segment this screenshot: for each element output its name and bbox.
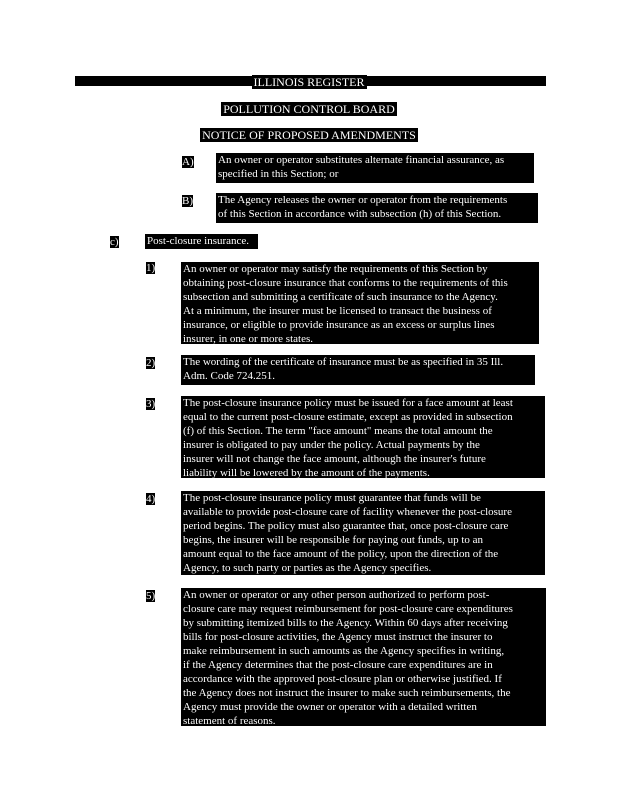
item-b-text: The Agency releases the owner or operator from the requirements of this Section in accordance with subsection (h) of this Section.	[216, 193, 538, 223]
item-a-text: An owner or operator substitutes alternate financial assurance, as specified in this Section; or	[216, 153, 534, 183]
notice-title: NOTICE OF PROPOSED AMENDMENTS	[202, 128, 416, 142]
para-2-label: 2)	[146, 357, 156, 369]
para-1-text: An owner or operator may satisfy the requirements of this Section by obtaining post-closure insurance that conforms to the requirements of this subsection and submitting a certificate of such insurance to the Agency. At a minimum, the insurer must be licensed to transact the business of insurance, or eligible to provide insurance as an excess or surplus lines insurer, in one or more states.	[181, 262, 539, 344]
section-c-title: Post-closure insurance.	[145, 234, 258, 249]
item-a-label: A)	[182, 156, 194, 168]
para-4-label: 4)	[146, 493, 156, 505]
para-3-text: The post-closure insurance policy must be issued for a face amount at least equal to the current post-closure estimate, except as provided in subsection (f) of this Section. The term "face amount" means the total amount the insurer is obligated to pay under the policy. Actual payments by the insurer will not change the face amount, although the insurer's future liability will be lowered by the amount of the payments.	[181, 396, 545, 478]
para-2-text: The wording of the certificate of insurance must be as specified in 35 Ill. Adm. Code 724.251.	[181, 355, 535, 385]
para-4-text: The post-closure insurance policy must guarantee that funds will be available to provide post-closure care of facility whenever the post-closure period begins. The policy must also guarantee that, once post-closure care begins, the insurer will be responsible for paying out funds, up to an amount equal to the face amount of the policy, upon the direction of the Agency, to such party or parties as the Agency specifies.	[181, 491, 545, 575]
item-b-label: B)	[182, 195, 193, 207]
register-title: ILLINOIS REGISTER	[253, 75, 365, 89]
para-5-text: An owner or operator or any other person authorized to perform post- closure care may request reimbursement for post-closure care expenditures by submitting itemized bills to the Agency. Within 60 days after receiving bills for post-closure activities, the Agency must instruct the insurer to make reimbursement in such amounts as the Agency specifies in writing, if the Agency determines that the post-closure care expenditures are in accordance with the approved post-closure plan or otherwise justified. If the Agency does not instruct the insurer to make such reimbursements, the Agency must provide the owner or operator with a detailed written statement of reasons.	[181, 588, 546, 726]
board-title: POLLUTION CONTROL BOARD	[223, 102, 395, 116]
para-5-label: 5)	[146, 590, 156, 602]
para-3-label: 3)	[146, 398, 156, 410]
section-c-label: c)	[110, 236, 119, 248]
para-1-label: 1)	[146, 262, 156, 274]
